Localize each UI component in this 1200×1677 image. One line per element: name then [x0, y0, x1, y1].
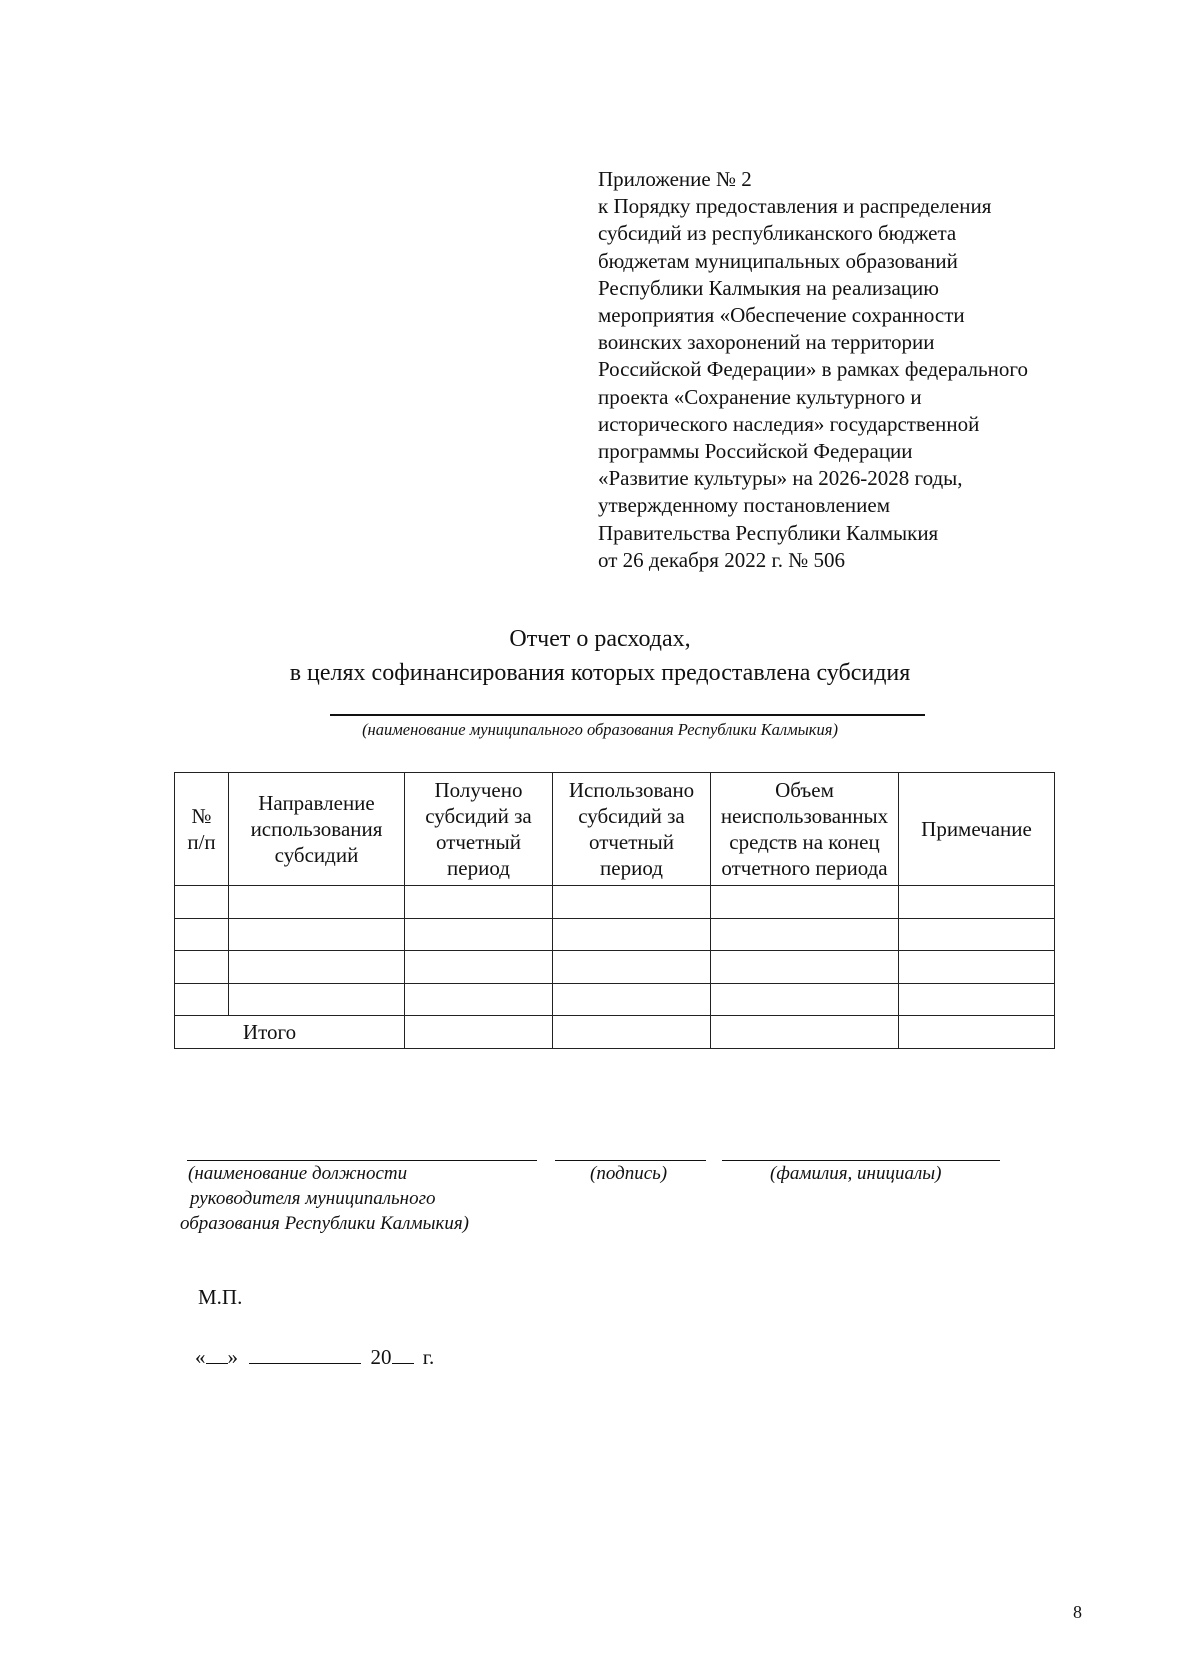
position-caption-line1: (наименование должности	[188, 1163, 408, 1184]
header-unused: Объем неиспользованных средств на конец отчетного периода	[711, 773, 899, 886]
appendix-line: субсидий из республиканского бюджета	[598, 221, 957, 246]
table-row	[175, 918, 1055, 951]
table-cell[interactable]	[229, 918, 405, 951]
municipality-fill-line[interactable]	[330, 714, 925, 716]
report-title-line1: Отчет о расходах,	[509, 626, 691, 652]
header-received: Получено субсидий за отчетный период	[405, 773, 553, 886]
table-cell[interactable]	[405, 951, 553, 984]
table-cell[interactable]	[229, 983, 405, 1016]
date-close-quote: »	[227, 1345, 238, 1369]
total-cell[interactable]	[711, 1016, 899, 1049]
date-year-prefix: 20	[370, 1345, 392, 1369]
appendix-line: утвержденному постановлением	[598, 493, 891, 518]
appendix-line: воинских захоронений на территории	[598, 330, 935, 355]
stamp-label: М.П.	[198, 1285, 243, 1309]
position-caption-line2: руководителя муниципального	[190, 1188, 436, 1209]
report-table	[174, 772, 1055, 1049]
table-cell[interactable]	[553, 918, 711, 951]
table-cell[interactable]	[899, 886, 1055, 919]
table-cell[interactable]	[711, 918, 899, 951]
total-label: Итого	[175, 1016, 405, 1049]
appendix-line: Российской Федерации» в рамках федерального	[598, 357, 1028, 382]
table-cell[interactable]	[405, 983, 553, 1016]
appendix-line: Правительства Республики Калмыкия	[598, 520, 939, 545]
position-fill-line[interactable]	[187, 1160, 537, 1161]
year-fill-blank[interactable]	[392, 1343, 414, 1364]
table-cell[interactable]	[899, 983, 1055, 1016]
appendix-line: бюджетам муниципальных образований	[598, 248, 958, 273]
header-used: Использовано субсидий за отчетный период	[553, 773, 711, 886]
total-cell[interactable]	[899, 1016, 1055, 1049]
appendix-line: Республики Калмыкия на реализацию	[598, 275, 939, 300]
date-open-quote: «	[195, 1345, 206, 1369]
table-cell[interactable]	[553, 951, 711, 984]
table-cell[interactable]	[405, 886, 553, 919]
date-line	[195, 1343, 434, 1371]
total-cell[interactable]	[405, 1016, 553, 1049]
appendix-line: программы Российской Федерации	[598, 439, 913, 464]
table-cell[interactable]	[553, 983, 711, 1016]
appendix-header	[598, 166, 1098, 574]
page-number: 8	[1073, 1602, 1082, 1622]
table-cell[interactable]	[229, 886, 405, 919]
appendix-line: к Порядку предоставления и распределения	[598, 194, 992, 219]
table-cell[interactable]	[175, 918, 229, 951]
table-total-row	[175, 1016, 1055, 1049]
appendix-line: исторического наследия» государственной	[598, 411, 980, 436]
report-title-line2: в целях софинансирования которых предоставлена субсидия	[289, 660, 911, 686]
header-number: № п/п	[175, 773, 229, 886]
signature-fill-line[interactable]	[555, 1160, 706, 1161]
month-fill-blank[interactable]	[249, 1343, 361, 1364]
table-cell[interactable]	[711, 983, 899, 1016]
table-cell[interactable]	[405, 918, 553, 951]
table-row	[175, 951, 1055, 984]
signature-caption: (подпись)	[590, 1163, 668, 1184]
appendix-line: Приложение № 2	[598, 167, 752, 191]
date-year-suffix: г.	[422, 1345, 435, 1369]
name-fill-line[interactable]	[722, 1160, 1000, 1161]
table-cell[interactable]	[711, 951, 899, 984]
table-cell[interactable]	[229, 951, 405, 984]
table-cell[interactable]	[899, 951, 1055, 984]
table-cell[interactable]	[175, 886, 229, 919]
name-caption: (фамилия, инициалы)	[770, 1163, 942, 1184]
total-cell[interactable]	[553, 1016, 711, 1049]
table-header-row	[175, 773, 1055, 886]
table-row	[175, 983, 1055, 1016]
appendix-line: проекта «Сохранение культурного и	[598, 384, 922, 409]
table-cell[interactable]	[175, 951, 229, 984]
table-cell[interactable]	[899, 918, 1055, 951]
table-row	[175, 886, 1055, 919]
day-fill-blank[interactable]	[206, 1343, 228, 1364]
appendix-line: от 26 декабря 2022 г. № 506	[598, 547, 845, 572]
table-cell[interactable]	[175, 983, 229, 1016]
header-note: Примечание	[899, 773, 1055, 886]
municipality-caption: (наименование муниципального образования Республики Калмыкия)	[362, 720, 838, 739]
position-caption-line3: образования Республики Калмыкия)	[180, 1213, 470, 1234]
table-cell[interactable]	[711, 886, 899, 919]
header-direction: Направление использования субсидий	[229, 773, 405, 886]
appendix-line: «Развитие культуры» на 2026-2028 годы,	[598, 466, 963, 491]
appendix-line: мероприятия «Обеспечение сохранности	[598, 303, 965, 328]
table-cell[interactable]	[553, 886, 711, 919]
